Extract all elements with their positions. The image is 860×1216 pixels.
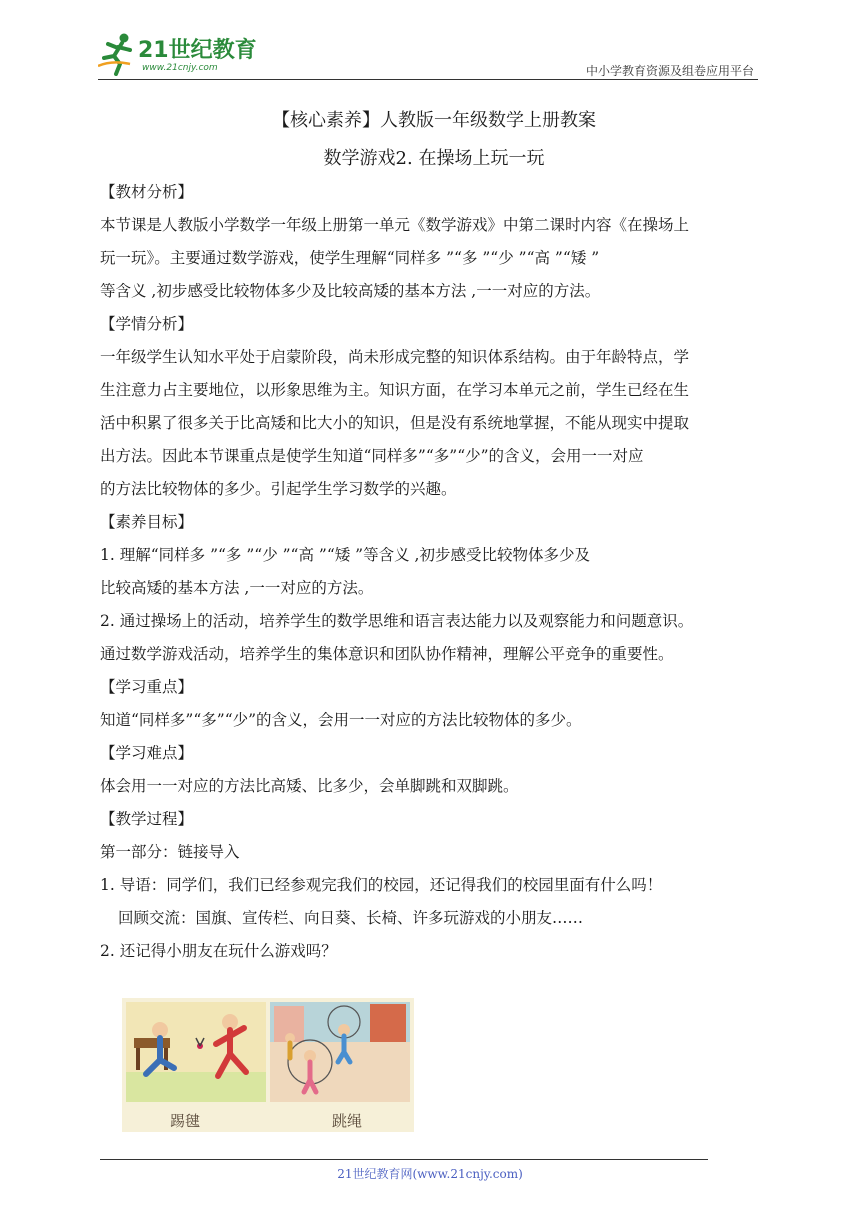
header-divider [98,79,758,80]
page-header [98,28,758,80]
text-line: 出方法。因此本节课重点是使学生知道“同样多”“多”“少”的含义，会用一一对应 [100,447,644,465]
text-line: 知道“同样多”“多”“少”的含义，会用一一对应的方法比较物体的多少。 [100,711,582,729]
document-subtitle: 数学游戏2. 在操场上玩一玩 [323,148,545,169]
caption-shuttlecock: 踢毽 [170,1112,201,1130]
text-line: 回顾交流：国旗、宣传栏、向日葵、长椅、许多玩游戏的小朋友…… [118,909,584,927]
text-line: 玩一玩》。主要通过数学游戏，使学生理解“同样多 ”“多 ”“少 ”“高 ”“矮 ” [100,249,600,267]
section-heading: 【学习重点】 [100,678,194,696]
document-title: 【核心素养】人教版一年级数学上册教案 [272,110,596,131]
section-heading: 【教材分析】 [100,183,194,201]
runner-logo-icon [98,32,138,76]
logo-text: 21世纪教育 [138,38,257,63]
text-line: 生注意力占主要地位，以形象思维为主。知识方面，在学习本单元之前，学生已经在生 [100,381,690,399]
footer-link[interactable]: 21世纪教育网(www.21cnjy.com) [337,1167,523,1181]
text-line: 一年级学生认知水平处于启蒙阶段，尚未形成完整的知识体系结构。由于年龄特点，学 [100,348,690,366]
text-line: 的方法比较物体的多少。引起学生学习数学的兴趣。 [100,480,457,498]
section-heading: 【学习难点】 [100,744,194,762]
text-line: 通过数学游戏活动，培养学生的集体意识和团队协作精神，理解公平竞争的重要性。 [100,645,674,663]
document-body [100,104,768,968]
text-line: 本节课是人教版小学数学一年级上册第一单元《数学游戏》中第二课时内容《在操场上 [100,216,690,234]
site-logo[interactable] [98,32,268,76]
caption-jump-rope: 跳绳 [332,1112,363,1130]
logo-url: www.21cnjy.com [142,63,218,73]
jump-rope-illustration [270,1002,410,1102]
text-line: 1. 理解“同样多 ”“多 ”“少 ”“高 ”“矮 ”等含义 ,初步感受比较物体多少及 [100,546,590,564]
text-line: 体会用一一对应的方法比高矮、比多少，会单脚跳和双脚跳。 [100,777,519,795]
text-line: 2. 还记得小朋友在玩什么游戏吗？ [100,942,337,960]
illustration-panel [122,998,414,1132]
platform-name: 中小学教育资源及组卷应用平台 [585,64,754,78]
shuttlecock-illustration [126,1002,266,1102]
text-line: 2. 通过操场上的活动，培养学生的数学思维和语言表达能力以及观察能力和问题意识。 [100,612,694,630]
text-line: 第一部分：链接导入 [100,843,240,861]
text-line: 1. 导语：同学们，我们已经参观完我们的校园，还记得我们的校园里面有什么吗！ [100,876,663,894]
section-heading: 【素养目标】 [100,513,194,531]
section-heading: 【学情分析】 [100,315,194,333]
footer-divider [100,1159,708,1160]
text-line: 比较高矮的基本方法 ,一一对应的方法。 [100,579,374,597]
section-heading: 【教学过程】 [100,810,194,828]
text-line: 活中积累了很多关于比高矮和比大小的知识，但是没有系统地掌握，不能从现实中提取 [100,414,690,432]
text-line: 等含义 ,初步感受比较物体多少及比较高矮的基本方法 ,一一对应的方法。 [100,282,601,300]
